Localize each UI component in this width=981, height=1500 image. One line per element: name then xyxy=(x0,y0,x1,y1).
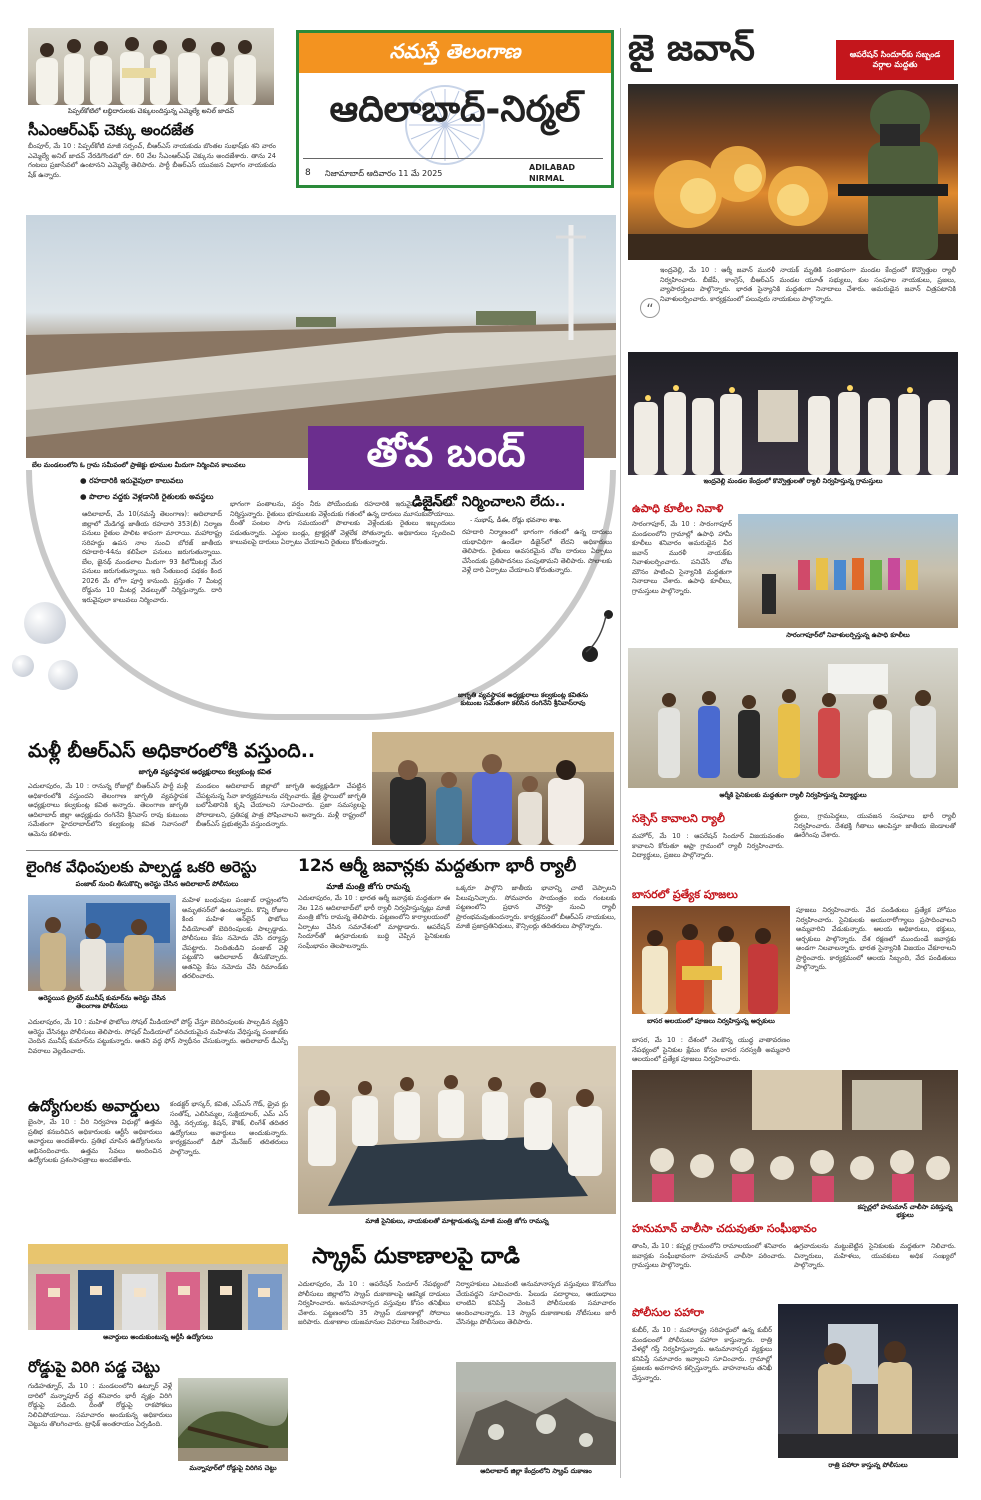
canal-bullet-1: ● రహదారికి ఇరువైపులా కాలువలు xyxy=(80,476,184,485)
quote-icon: “ xyxy=(640,298,660,318)
rally-col-1: ఎదులాపురం, మే 10 : భారత ఆర్మీ జవాన్లకు మద్దతుగా ఈ నెల 12న ఆదిలాబాద్‌లో భారీ ర్యాలీ నిర్వహిస్తున్నట్లు మాజీ మంత్రి జోగు రామన్న తెలిపారు. పట్టణంలోని కార్యాలయంలో ఏర్పాటు చేసిన సమావేశంలో మాట్లాడారు. ఆపరేషన్ సిందూర్‌తో ఉగ్రవాదులకు బుద్ధి చెప్పిన సైనికులకు సంఘీభావం తెలపాలన్నారు. xyxy=(298,894,450,950)
police-photo xyxy=(778,1304,958,1458)
column-divider xyxy=(620,28,621,1478)
upadhi-body: సారంగాపూర్, మే 10 : సారంగాపూర్ మండలంలోని గ్రామాల్లో ఉపాధి హామీ కూలీలు శనివారం అమరుడైన వీర జవాన్ మురళీ నాయక్‌కు నివాళులర్పించారు. పనిచేసే చోట మౌనం పాటించి సైన్యానికి మద్దతుగా నినాదాలు చేశారు. ఉపాధి కూలీలు, గ్రామస్తులు పాల్గొన్నారు. xyxy=(632,520,732,595)
basara-left: బాసర, మే 10 : దేశంలో నెలకొన్న యుద్ధ వాతావరణం నేపథ్యంలో సైనికుల క్షేమం కోసం బాసర సరస్వతీ అమ్మవారి ఆలయంలో ప్రత్యేక పూజలు నిర్వహించారు. xyxy=(632,1036,790,1064)
scrap-headline: స్క్రాప్ దుకాణాలపై దాడి xyxy=(312,1244,520,1269)
cmrf-body: బీంపూర్, మే 10 : పిప్పల్‌కోటి మాజీ సర్పంచ్, బీఆర్‌ఎస్ నాయకుడు బొంతల సుభాష్‌కు శని వారం ఎమ్మెల్యే అనిల్ జాదవ్ నేరడిగొండలో రూ. 60 వేల సీఎంఆర్‌ఎఫ్ చెక్కును అందజేశారు. తాను 24 గంటలు ప్రజాసేవలో ఉంటానని ఎమ్మెల్యే తెలిపారు. పార్టీ బీఆర్‌ఎస్ యువజన విభాగం నాయకుడు షేక్ ఉన్నారు. xyxy=(28,142,276,179)
success-col-2: ర్థులు, గ్రామపెద్దలు, యువజన సంఘాలు భారీ ర్యాలీ నిర్వహించారు. దేశభక్తి గీతాలు ఆలపిస్తూ జాతీయ జెండాలతో ఊరేగింపు చేశారు. xyxy=(794,812,956,840)
tree-photo-caption: మన్నాపూర్‌లో రోడ్డుపై విరిగిన చెట్టు xyxy=(189,1464,277,1472)
rally-col-2: ఒక్కరూ పాల్గొని జాతీయ భావాన్ని చాటి చెప్పాలని పిలుపునిచ్చారు. సోమవారం సాయంత్రం ఐదు గంటలకు పట్టణంలోని ప్రధాన చౌరస్తా నుంచి ర్యాలీ ప్రారంభమవుతుందన్నారు. కార్యక్రమంలో బీఆర్‌ఎస్ నాయకులు, మాజీ ప్రజాప్రతినిధులు, కౌన్సిలర్లు తదితరులు పాల్గొన్నారు. xyxy=(456,884,616,931)
cmrf-headline: సీఎంఆర్‌ఎఫ్ చెక్కు అందజేత xyxy=(28,121,194,139)
page-number: 8 xyxy=(305,168,311,178)
scrap-col-2: నిర్వాహకులు ఎటువంటి అనుమానాస్పద వస్తువులు కొనుగోలు చేయవద్దని సూచించారు. పేలుడు పదార్థాలు, ఆయుధాలు లాంటివి కనిపిస్తే వెంటనే పోలీసులకు సమాచారం అందించాలన్నారు. 13 స్క్రాప్ దుకాణాలకు నోటీసులు జారీ చేసినట్లు పోలీసులు తెలిపారు. xyxy=(456,1280,616,1327)
canal-title: తోవ బంద్ xyxy=(366,430,526,476)
hanuman-col-1: తాంసి, మే 10 : కప్పర్ల గ్రామంలోని రామాలయంలో శనివారం జవాన్లకు సంఘీభావంగా హనుమాన్ చాలీసా పఠించారు. గ్రామస్తులు పాల్గొన్నారు. xyxy=(632,1242,786,1270)
kavitha-headline: మళ్లీ బీఆర్‌ఎస్ అధికారంలోకి వస్తుంది.. xyxy=(28,740,316,762)
jawan-photo xyxy=(628,84,958,260)
dateline: నిజామాబాద్ ఆదివారం 11 మే 2025 xyxy=(325,169,443,178)
cmrf-photo-caption: పిప్పల్‌కోటిలో లబ్ధిదారులకు చెక్కులందిస్తున్న ఎమ్మెల్యే అనిల్ జాదవ్ xyxy=(67,107,235,115)
awards-photo-caption: అవార్డులు అందుకుంటున్న ఆర్టీసీ ఉద్యోగులు xyxy=(103,1333,213,1341)
tree-body: గుడిహత్నూర్, మే 10 : మండలంలోని ఉట్నూర్ వెళ్లే దారిలో మన్నాపూర్ వద్ద శనివారం భారీ వృక్షం విరిగి రోడ్డుపై పడింది. దీంతో రోడ్డుపై రాకపోకలు నిలిచిపోయాయి. సమాచారం అందుకున్న అధికారులు చెట్టును తొలగించారు. ట్రాఫిక్ అంతరాయం ఏర్పడింది. xyxy=(28,1382,172,1429)
rally-headline: 12న ఆర్మీ జవాన్లకు మద్దతుగా భారీ ర్యాలీ xyxy=(298,856,577,876)
tree-photo xyxy=(178,1378,288,1461)
arrest-headline: లైంగిక వేధింపులకు పాల్పడ్డ ఒకరి అరెస్టు xyxy=(26,858,257,876)
students-rally-caption: ఆర్మీకి సైనికులకు మద్దతుగా ర్యాలీ నిర్వహిస్తున్న విద్యార్థులు xyxy=(719,791,867,799)
rally-photo-caption: మాజీ సైనికులు, నాయకులతో మాట్లాడుతున్న మాజీ మంత్రి జోగు రామన్న xyxy=(365,1217,549,1225)
brand-bar xyxy=(299,33,611,73)
awards-right: కండక్టర్ భాస్కర్, కవిత, ఎస్‌ఎస్ గౌడ్, డ్రైవ ర్లు సంతోష్, ఎలిసిమ్మల, సుక్రియాలర్, ఎమ్ ఎస్ రెడ్డి, నర్సయ్య, కిషన్, కౌశిక్, లింగేశ్ తదితర ఉద్యోగులు అవార్డులు అందుకున్నారు. కార్యక్రమంలో డిపో మేనేజర్ తదితరులు పాల్గొన్నారు. xyxy=(170,1100,288,1156)
scrap-col-1: ఎదులాపురం, మే 10 : ఆపరేషన్ సిందూర్ నేపథ్యంలో పోలీసులు జిల్లాలోని స్క్రాప్ దుకాణాలపై ఆకస్మిక దాడులు నిర్వహించారు. అనుమానాస్పద వస్తువుల కోసం తనిఖీలు చేశారు. పట్టణంలోని 35 స్క్రాప్ దుకాణాల్లో సోదాలు జరిపారు. దుకాణాల యజమానుల వివరాలు సేకరించారు. xyxy=(298,1280,450,1327)
canal-bullet-1-text: రహదారికి ఇరువైపులా కాలువలు xyxy=(89,476,184,485)
kavitha-col-2: మండలం ఆదిలాబాద్ జిల్లాలో జాగృతి అధ్యక్షుడిగా చేపట్టిన చేపట్టనున్న సేవా కార్యక్రమాలను చర్చించారు. క్షేత్ర స్థాయిలో జాగృతి బలోపేతానికి కృషి చేయాలని సూచించారు. ప్రజా సమస్యలపై పోరాడాలని, ప్రతిపక్ష పాత్ర పోషించాలని అన్నారు. మళ్లీ రాష్ట్రంలో బీఆర్‌ఎస్ ప్రభుత్వమే వస్తుందన్నారు. xyxy=(196,782,366,829)
canal-quote-attr: - సుభాష్, డీఈ, రోడ్లు భవనాల శాఖ. xyxy=(470,516,562,524)
jawan-badge-text: ఆపరేషన్ సిందూర్‌కు సబ్బండ వర్గాల మద్దతు xyxy=(849,49,941,69)
scrap-photo-caption: ఆదిలాబాద్ జిల్లా కేంద్రంలోని స్క్రాప్ దుకాణం xyxy=(480,1467,592,1475)
masthead xyxy=(296,30,614,188)
hanuman-col-2: ఉగ్రవాదులను మట్టుబెట్టిన సైనికులకు మద్దతుగా నిలిచారు. చిన్నారులు, మహిళలు, యువకులు అధిక సంఖ్యలో పాల్గొన్నారు. xyxy=(794,1242,956,1270)
kavitha-photo-caption: జాగృతి వ్యవస్థాపక అధ్యక్షురాలు కల్వకుంట్ల కవితను కుటుంబ సమేతంగా కలిసిన రంగినేని శ్రీనివాస్‌రావు xyxy=(457,691,589,707)
candle-rally-caption: ఇంద్రవెల్లి మండల కేంద్రంలో కొవ్వొత్తులతో ర్యాలీ నిర్వహిస్తున్న గ్రామస్తులు xyxy=(703,477,883,485)
success-headline: సక్సెస్ కావాలని ర్యాలీ xyxy=(632,812,725,825)
rally-subhead: మాజీ మంత్రి జోగు రామన్న xyxy=(326,882,410,891)
pin-wire xyxy=(560,612,610,662)
masthead-divider xyxy=(303,158,603,159)
success-col-1: మహోర్, మే 10 : ఆపరేషన్ సిందూర్ విజయవంతం కావాలని కోరుతూ ఆఫ్రా గ్రామంలో ర్యాలీ నిర్వహించారు. విద్యార్థులు, ప్రజలు పాల్గొన్నారు. xyxy=(632,832,784,860)
canal-bullet-2: ● పొలాల వద్దకు వెళ్లడానికి రైతులకు అవస్థలు xyxy=(80,492,214,501)
arrest-photo xyxy=(28,895,176,991)
brand-name: నమస్తే తెలంగాణ xyxy=(389,38,521,63)
police-body: కుబీర్, మే 10 : మహారాష్ట్ర సరిహద్దులో ఉన్న కుబీర్ మండలంలో పోలీసులు పహారా కాస్తున్నారు. రాత్రి వేళల్లో గస్తీ నిర్వహిస్తున్నారు. అనుమానాస్పద వ్యక్తులు కనిపిస్తే సమాచారం ఇవ్వాలని సూచించారు. గ్రామాల్లో ప్రజలకు అవగాహన కల్పిస్తున్నారు. వాహనాలను తనిఖీ చేస్తున్నారు. xyxy=(632,1326,772,1382)
police-headline: పోలీసుల పహారా xyxy=(632,1306,704,1319)
arrest-photo-caption: అరెస్టయిన ట్రైనర్ మునీష్ కుమార్‌ను అరెస్టు చేసిన తెలంగాణ పోలీసులు xyxy=(38,994,166,1010)
arrest-subhead: పంజాబ్ నుంచి తీసుకొచ్చి అరెస్టు చేసిన ఆదిలాబాద్ పోలీసులు xyxy=(75,880,239,888)
edition-title: ఆదిలాబాద్-నిర్మల్ xyxy=(329,89,581,130)
kavitha-subhead: జాగృతి వ్యవస్థాపక అధ్యక్షురాలు కల్వకుంట్ల కవిత xyxy=(138,768,272,776)
jawan-headline: జై జవాన్ xyxy=(628,28,755,69)
basara-headline: బాసరలో ప్రత్యేక పూజలు xyxy=(632,888,738,901)
kavitha-col-1: ఎదులాపురం, మే 10 : రానున్న రోజుల్లో బీఆర్‌ఎస్ పార్టీ మళ్లీ అధికారంలోకి వస్తుందని తెలంగాణ జాగృతి వ్యవస్థాపక అధ్యక్షురాలు కల్వకుంట్ల కవిత అన్నారు. తెలంగాణ జాగృతి ఆదిలాబాద్ జిల్లా అధ్యక్షుడు రంగినేని శ్రీనివాస్ రావు కుటుంబ సమేతంగా హైదరాబాద్‌లోని కల్వకుంట్ల కవిత నివాసంలో ఆమెను కలిశారు. xyxy=(28,782,188,838)
candle-rally-photo xyxy=(628,352,958,475)
police-photo-caption: రాత్రి పహారా కాస్తున్న పోలీసులు xyxy=(828,1461,908,1469)
tree-headline: రోడ్డుపై విరిగి పడ్డ చెట్టు xyxy=(28,1358,160,1376)
hanuman-photo-caption: కప్పర్లలో హనుమాన్ చాలీసా పఠిస్తున్న భక్తులు xyxy=(852,1204,958,1220)
jawan-badge xyxy=(836,40,954,80)
kavitha-photo xyxy=(372,732,614,845)
hanuman-headline: హనుమాన్ చాలీసా చదువుతూ సంఘీభావం xyxy=(632,1222,817,1235)
bubble-large xyxy=(24,602,66,644)
upadhi-headline: ఉపాధి కూలీల నివాళి xyxy=(632,502,724,515)
upadhi-photo xyxy=(738,514,958,628)
canal-photo-caption: బేల మండలంలోని ఓ గ్రామ సమీపంలో ప్రాజెక్టు భూముల మీదుగా నిర్మించిన కాలువలు xyxy=(32,461,246,469)
edition-en-1: ADILABAD xyxy=(529,163,576,172)
bubble-small xyxy=(12,655,34,677)
edition-en-2: NIRMAL xyxy=(529,174,565,183)
canal-quote: డిజైన్‌లో నిర్మించాలని లేదు.. xyxy=(412,494,566,510)
upadhi-photo-caption: సారంగాపూర్‌లో నివాళులర్పిస్తున్న ఉపాధి కూలీలు xyxy=(786,631,910,639)
basara-photo xyxy=(632,906,790,1014)
arrest-bottom: ఎదులాపురం, మే 10 : మహిళ ఫొటోలు సోషల్ మీడియాలో పోస్ట్ చేస్తూ బెదిరింపులకు పాల్పడిన వ్యక్తిని అరెస్టు చేసినట్లు పోలీసులు తెలిపారు. సోషల్ మీడియాలో పరిచయమైన మహిళను వేధిస్తున్న పంజాబ్‌కు చెందిన మునీష్ కుమార్‌ను పట్టుకున్నారు. అతని వద్ద ఫోన్ స్వాధీనం చేసుకున్నారు. ఆదిలాబాద్ డీఎస్పీ వివరాలు వెల్లడించారు. xyxy=(28,1018,288,1055)
awards-photo xyxy=(28,1244,288,1330)
awards-body: బైంసా, మే 10 : వీరి నిర్వహణ విధుల్లో ఉత్తమ ప్రతిభ కనబరిచిన అధికారులకు ఆర్టీసీ అధికారులు అవార్డులు అందజేశారు. ప్రతిభ చూపిన ఉద్యోగులను అభినందించారు. ఉత్తమ సేవలు అందించిన ఉద్యోగులకు ప్రశంసాపత్రాలు అందజేశారు. xyxy=(28,1118,162,1165)
awards-headline: ఉద్యోగులకు అవార్డులు xyxy=(28,1097,160,1115)
basara-photo-caption: బాసర ఆలయంలో పూజలు నిర్వహిస్తున్న అర్చకులు xyxy=(647,1017,775,1025)
rally-photo xyxy=(298,1046,616,1214)
canal-col-1: ఆదిలాబాద్, మే 10(నమస్తే తెలంగాణ): ఆదిలాబాద్ జిల్లాలో మేడిగడ్డ జాతీయ రహదారి 353(బీ) నిర్మాణ పనులు రైతుల పాలిట శాపంగా మారాయి. మహారాష్ట్ర సరిహద్దు ఉపస నాల నుంచి బోరజ్ జాతీయ రహదారి-44ను కలిపేలా పనులు జరుగుతున్నాయి. బేల, జైనథ్ మండలాల మీదుగా 93 కిలోమీటర్ల మేర పనులు జరుగుతున్నాయి. ఇది సేతుబంధ పథకం కింద 2026 మే లోగా పూర్తి కానుంది. ప్రస్తుతం 7 మీటర్ల రోడ్డును 10 మీటర్ల వెడల్పుతో నిర్మిస్తున్నారు. దారి ఇరువైపులా కాలువలు నిర్మించారు. xyxy=(82,510,222,604)
canal-col-3: రహదారి నిర్మాణంలో భాగంగా గతంలో ఉన్న దారులు యథావిధిగా ఉండేలా డిజైన్‌లో లేదని అధికారులు తెలిపారు. రైతులు అవసరమైన చోట దారులు ఏర్పాటు చేసేందుకు ప్రతిపాదనలు పంపుతామని తెలిపారు. పొలాలకు వెళ్లే దారి ఏర్పాటు చేయాలని కోరుతున్నారు. xyxy=(462,528,612,575)
canal-bullet-2-text: పొలాల వద్దకు వెళ్లడానికి రైతులకు అవస్థలు xyxy=(89,492,214,501)
section-divider-1 xyxy=(26,850,618,851)
arrest-right-col: మహిళ బంధువుల పంజాబ్ రాష్ట్రంలోని అమృతసర్‌లో ఉంటున్నారు. కొన్ని రోజుల కింద మహిళ ఆన్‌లైన్ ఫొటోలు వీడియోలతో బెదిరింపులకు పాల్పడ్డాడు. పోలీసులు కేసు నమోదు చేసి దర్యాప్తు చేపట్టారు. నిందితుడిని పంజాబ్ వెళ్లి పట్టుకొని ఆదిలాబాద్ తీసుకొచ్చారు. అతనిపై కేసు నమోదు చేసి రిమాండ్‌కు తరలించారు. xyxy=(182,896,288,981)
bubble-medium xyxy=(48,660,78,690)
hanuman-photo xyxy=(632,1070,958,1202)
scrap-photo xyxy=(456,1362,616,1465)
jawan-body: ఇంద్రవెల్లి, మే 10 : ఆర్మీ జవాన్ మురళీ నాయక్ మృతికి సంతాపంగా మండల కేంద్రంలో కొవ్వొత్తుల ర్యాలీ నిర్వహించారు. బీజేపీ, కాంగ్రెస్, బీఆర్‌ఎస్ మండల యూత్ సభ్యులు, కుల సంఘాల నాయకులు, ప్రజలు, వ్యాపారస్తులు పాల్గొన్నారు. భారత సైన్యానికి మద్దతుగా నినాదాలు చేశారు. అమరుడైన జవాన్ చిత్రపటానికి నివాళులర్పించారు. కార్యక్రమంలో పలువురు నాయకులు పాల్గొన్నారు. xyxy=(660,266,956,303)
students-rally-photo xyxy=(628,648,958,788)
cmrf-photo xyxy=(28,28,274,105)
canal-photo xyxy=(26,215,616,458)
basara-right: పూజలు నిర్వహించారు. వేద పండితులు ప్రత్యేక హోమం నిర్వహించారు. సైనికులకు ఆయురారోగ్యాలు ప్రసాదించాలని అమ్మవారిని వేడుకున్నారు. ఆలయ అధికారులు, భక్తులు, అర్చకులు పాల్గొన్నారు. దేశ రక్షణలో ముందుండే జవాన్లకు అండగా నిలవాలన్నారు. భారత సైన్యానికి విజయం చేకూరాలని ప్రార్థించారు. కార్యక్రమంలో ఆలయ సిబ్బంది, వేద పండితులు పాల్గొన్నారు. xyxy=(796,906,956,972)
canal-col-2: భాగంగా పంతాలను, వర్షం నీరు పోయేందుకు రహదారికి ఇరువైపులా కాలువలు నిర్మిస్తున్నారు. రైతులు భూములకు వెళ్లేందుకు గతంలో ఉన్న దారులు మూసుకుపోయాయి. దీంతో పంటల సాగు సమయంలో పొలాలకు వెళ్లేందుకు రైతులు ఇబ్బందులు పడుతున్నారు. ఎద్దుల బండ్లు, ట్రాక్టర్లతో వెళ్లలేక పోతున్నారు. అధికారులు స్పందించి కాలువలపై దారులు ఏర్పాటు చేయాలని రైతులు కోరుతున్నారు. xyxy=(230,500,455,547)
